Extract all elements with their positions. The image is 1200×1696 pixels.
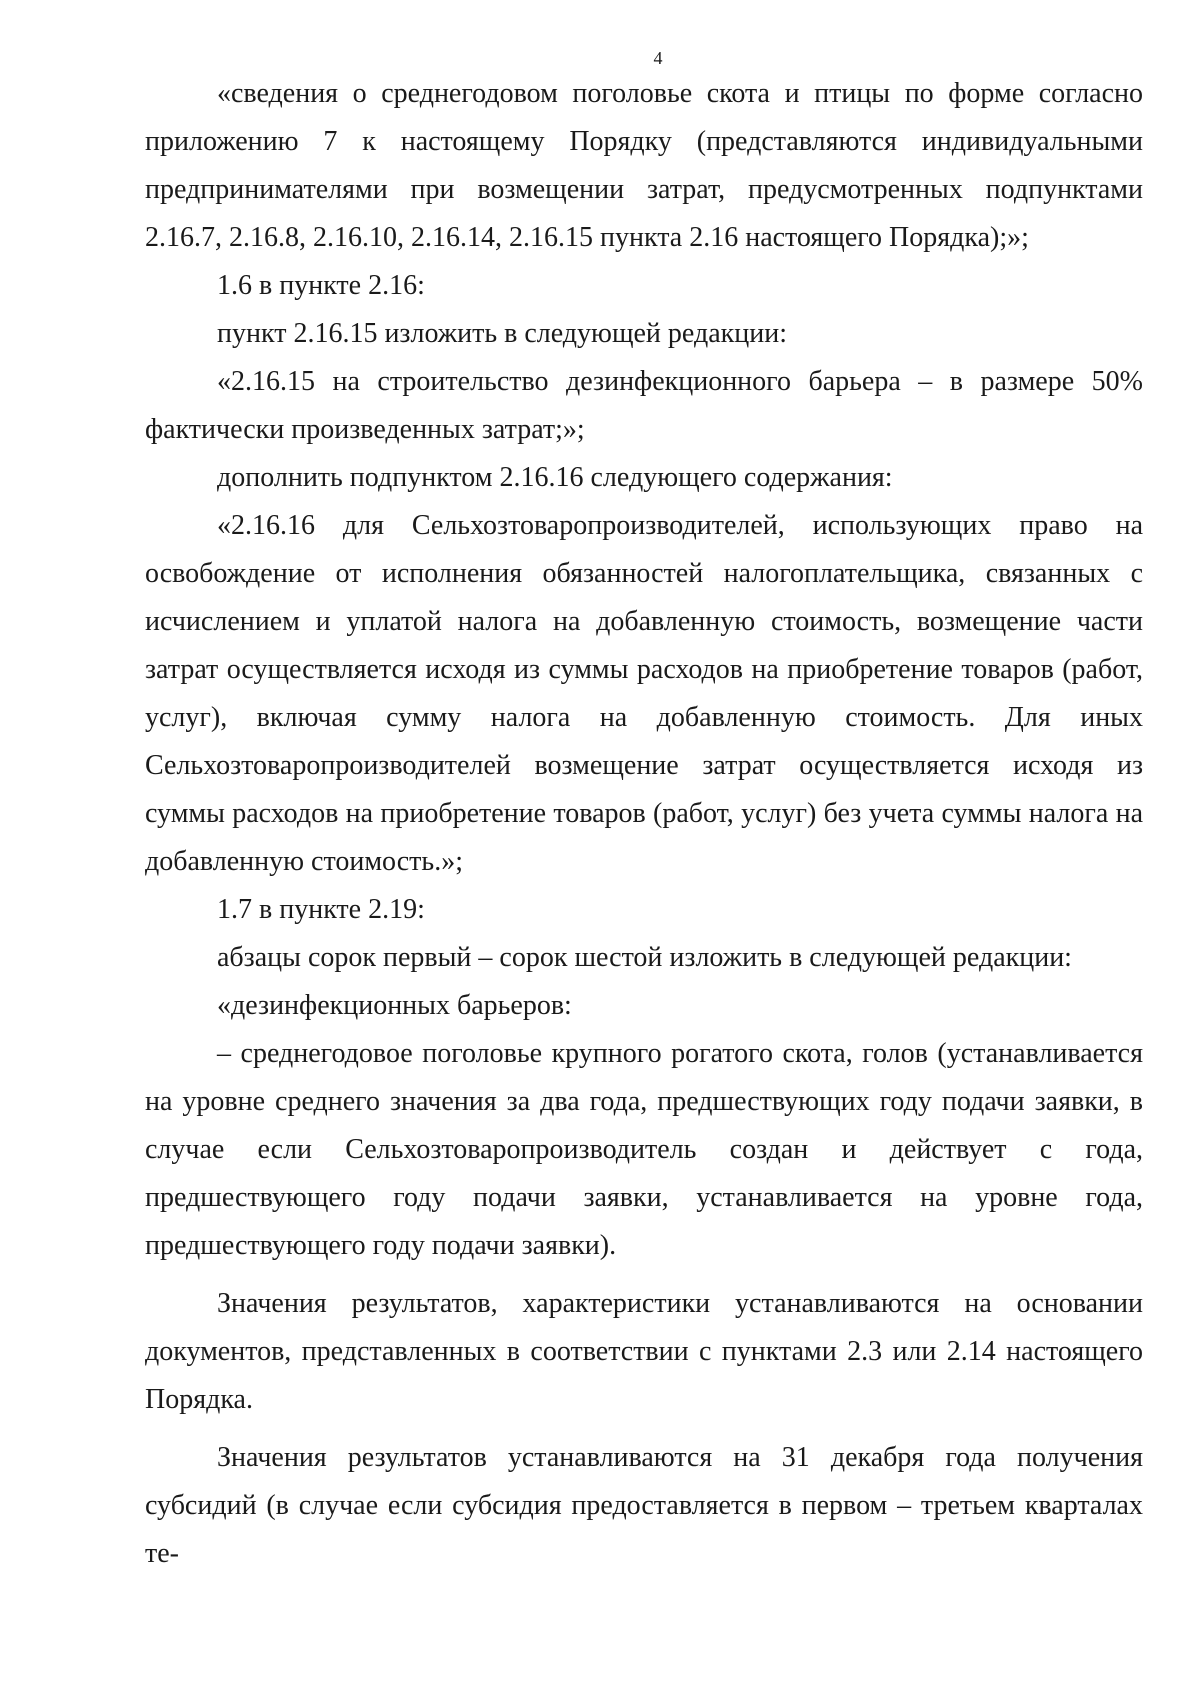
paragraph-results-values: Значения результатов, характеристики устанавливаются на основании документов, представленных в соответствии с пунктами 2.3 или 2.14 настоящего Порядка. bbox=[145, 1288, 1143, 1415]
paragraph-results-date: Значения результатов устанавливаются на 31 декабря года получения субсидий (в случае если субсидия предоставляется в первом – третьем кварталах те- bbox=[145, 1442, 1143, 1569]
paragraph-item-2-16-15-intro: пункт 2.16.15 изложить в следующей редакции: bbox=[217, 318, 787, 349]
paragraph-item-1-7: 1.7 в пункте 2.19: bbox=[217, 894, 425, 925]
paragraph-livestock-average: – среднегодовое поголовье крупного рогатого скота, голов (устанавливается на уровне среднего значения за два года, предшествующих году подачи заявки, в случае если Сельхозтоваропроизводитель создан и действует с года, предшествующего году подачи заявки, устанавливается на уровне года, предшествующего году подачи заявки). bbox=[145, 1038, 1143, 1261]
document-body bbox=[145, 70, 1143, 1578]
paragraph-item-2-16-16-intro: дополнить подпунктом 2.16.16 следующего содержания: bbox=[217, 462, 893, 493]
paragraph-abzacy: абзацы сорок первый – сорок шестой изложить в следующей редакции: bbox=[217, 942, 1072, 973]
page-number: 4 bbox=[653, 48, 663, 68]
paragraph-barriers: «дезинфекционных барьеров: bbox=[217, 990, 572, 1021]
paragraph-item-2-16-16-text: «2.16.16 для Сельхозтоваропроизводителей, использующих право на освобождение от исполнения обязанностей налогоплательщика, связанных с исчислением и уплатой налога на добавленную стоимость, возмещение части затрат осуществляется исходя из суммы расходов на приобретение товаров (работ, услуг), включая сумму налога на добавленную стоимость. Для иных Сельхозтоваропроизводителей возмещение затрат осуществляется исходя из суммы расходов на приобретение товаров (работ, услуг) без учета суммы налога на добавленную стоимость.»; bbox=[145, 510, 1143, 877]
paragraph-livestock-info: «сведения о среднегодовом поголовье скота и птицы по форме согласно приложению 7 к настоящему Порядку (представляются индивидуальными предпринимателями при возмещении затрат, предусмотренных подпунктами 2.16.7, 2.16.8, 2.16.10, 2.16.14, 2.16.15 пункта 2.16 настоящего Порядка);»; bbox=[145, 78, 1143, 253]
paragraph-item-2-16-15-text: «2.16.15 на строительство дезинфекционного барьера – в размере 50% фактически произведенных затрат;»; bbox=[145, 366, 1143, 445]
paragraph-item-1-6: 1.6 в пункте 2.16: bbox=[217, 270, 425, 301]
